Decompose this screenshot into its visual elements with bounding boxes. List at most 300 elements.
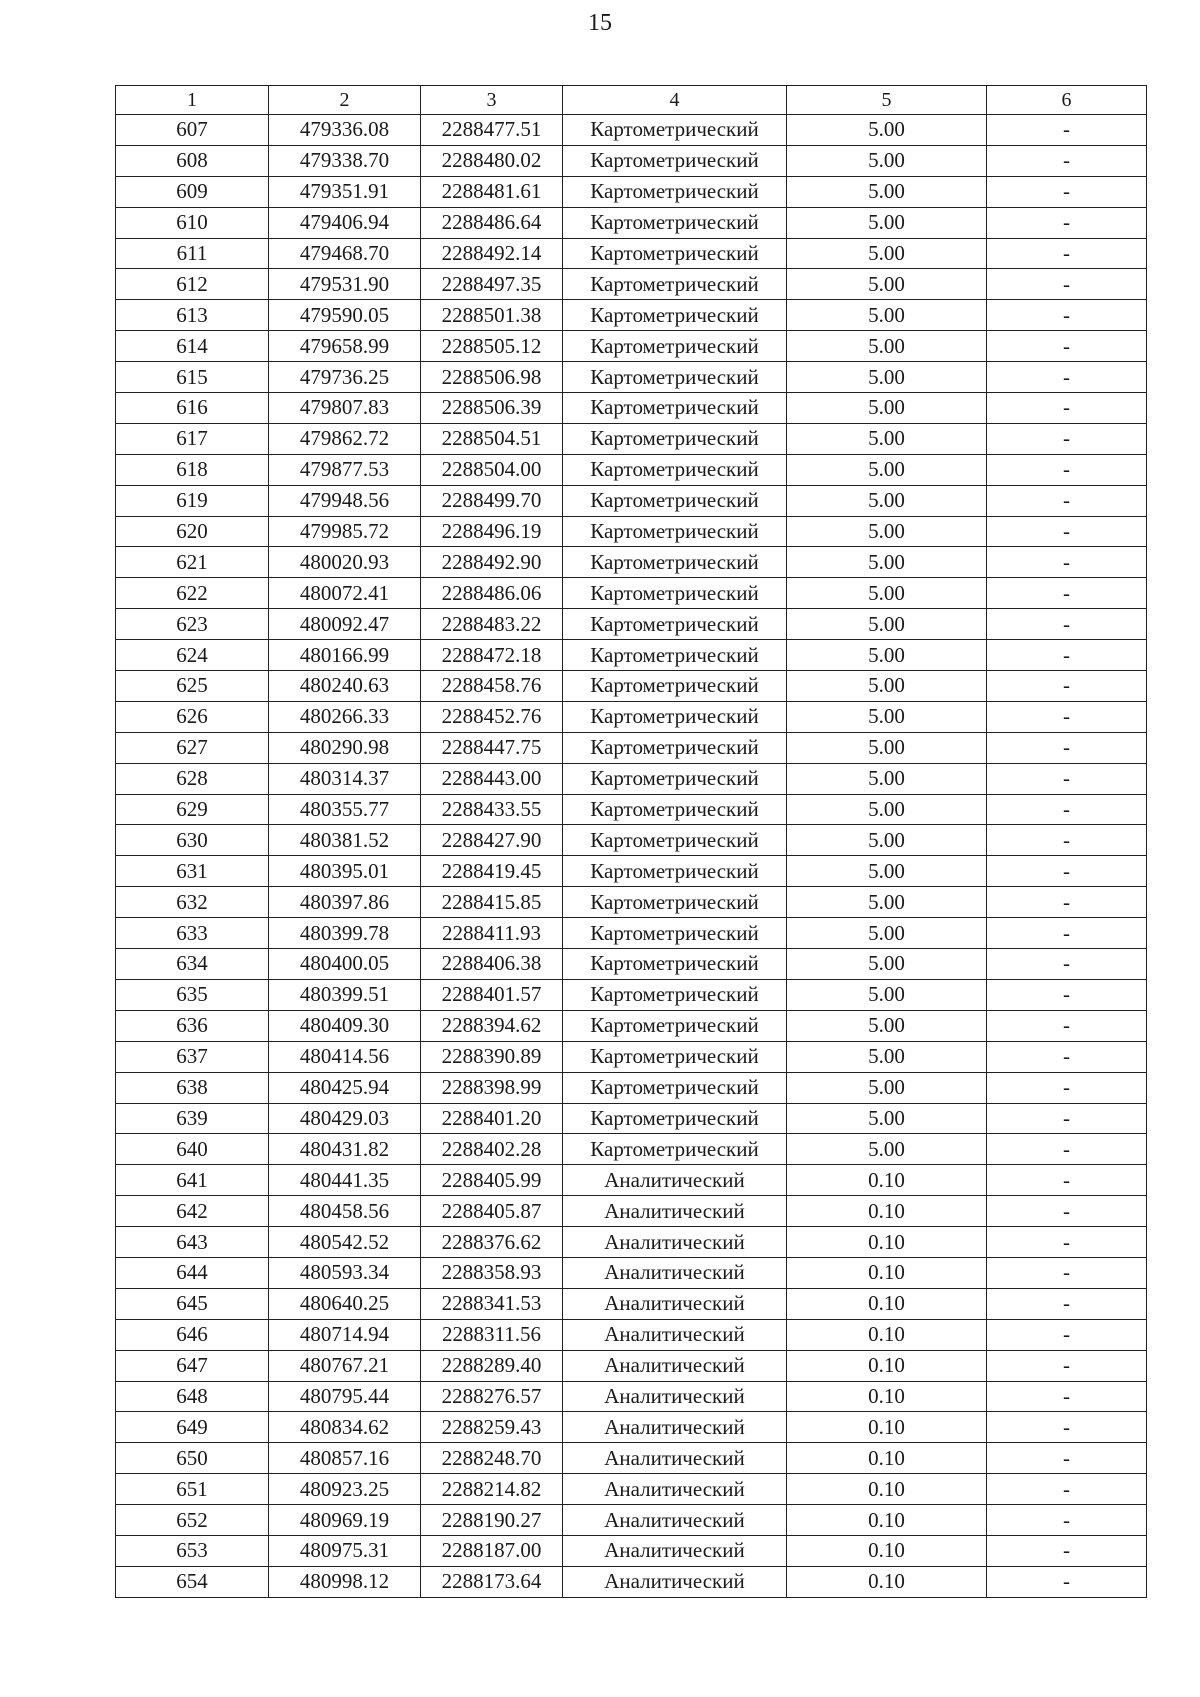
cell-accuracy: 5.00 bbox=[787, 300, 987, 331]
cell-coordinate-y: 2288276.57 bbox=[421, 1381, 563, 1412]
cell-point-number: 645 bbox=[116, 1288, 269, 1319]
cell-method: Картометрический bbox=[563, 887, 787, 918]
cell-accuracy: 5.00 bbox=[787, 485, 987, 516]
cell-coordinate-y: 2288506.98 bbox=[421, 362, 563, 393]
cell-accuracy: 5.00 bbox=[787, 1103, 987, 1134]
cell-point-number: 624 bbox=[116, 640, 269, 671]
cell-method: Картометрический bbox=[563, 238, 787, 269]
cell-point-number: 641 bbox=[116, 1165, 269, 1196]
cell-point-number: 625 bbox=[116, 671, 269, 702]
cell-note: - bbox=[987, 1381, 1147, 1412]
cell-coordinate-y: 2288402.28 bbox=[421, 1134, 563, 1165]
cell-coordinate-x: 479338.70 bbox=[269, 145, 421, 176]
cell-method: Картометрический bbox=[563, 423, 787, 454]
cell-coordinate-x: 480425.94 bbox=[269, 1072, 421, 1103]
cell-method: Картометрический bbox=[563, 516, 787, 547]
cell-coordinate-y: 2288486.64 bbox=[421, 207, 563, 238]
table-row bbox=[116, 825, 1147, 856]
cell-point-number: 644 bbox=[116, 1257, 269, 1288]
cell-note: - bbox=[987, 794, 1147, 825]
cell-method: Картометрический bbox=[563, 794, 787, 825]
cell-coordinate-y: 2288483.22 bbox=[421, 609, 563, 640]
column-header-2: 2 bbox=[269, 86, 421, 115]
cell-point-number: 635 bbox=[116, 979, 269, 1010]
cell-accuracy: 5.00 bbox=[787, 701, 987, 732]
column-header-4: 4 bbox=[563, 86, 787, 115]
cell-note: - bbox=[987, 1165, 1147, 1196]
cell-coordinate-y: 2288477.51 bbox=[421, 115, 563, 146]
cell-point-number: 621 bbox=[116, 547, 269, 578]
cell-method: Аналитический bbox=[563, 1412, 787, 1443]
cell-accuracy: 0.10 bbox=[787, 1165, 987, 1196]
cell-accuracy: 5.00 bbox=[787, 1041, 987, 1072]
cell-coordinate-x: 480542.52 bbox=[269, 1227, 421, 1258]
column-header-5: 5 bbox=[787, 86, 987, 115]
cell-coordinate-x: 480266.33 bbox=[269, 701, 421, 732]
cell-accuracy: 5.00 bbox=[787, 887, 987, 918]
cell-accuracy: 0.10 bbox=[787, 1319, 987, 1350]
cell-accuracy: 5.00 bbox=[787, 547, 987, 578]
table-row bbox=[116, 794, 1147, 825]
cell-point-number: 650 bbox=[116, 1443, 269, 1474]
table-row bbox=[116, 331, 1147, 362]
cell-coordinate-x: 479351.91 bbox=[269, 176, 421, 207]
cell-method: Картометрический bbox=[563, 671, 787, 702]
cell-point-number: 647 bbox=[116, 1350, 269, 1381]
cell-accuracy: 5.00 bbox=[787, 238, 987, 269]
table-row bbox=[116, 300, 1147, 331]
table-row bbox=[116, 1381, 1147, 1412]
cell-method: Картометрический bbox=[563, 918, 787, 949]
cell-coordinate-x: 479406.94 bbox=[269, 207, 421, 238]
cell-coordinate-y: 2288472.18 bbox=[421, 640, 563, 671]
table-row bbox=[116, 207, 1147, 238]
cell-coordinate-y: 2288376.62 bbox=[421, 1227, 563, 1258]
table-row bbox=[116, 485, 1147, 516]
table-row bbox=[116, 1443, 1147, 1474]
table-row bbox=[116, 671, 1147, 702]
cell-coordinate-x: 480166.99 bbox=[269, 640, 421, 671]
cell-note: - bbox=[987, 1566, 1147, 1597]
table-row bbox=[116, 516, 1147, 547]
cell-note: - bbox=[987, 701, 1147, 732]
cell-point-number: 654 bbox=[116, 1566, 269, 1597]
cell-note: - bbox=[987, 609, 1147, 640]
cell-point-number: 652 bbox=[116, 1505, 269, 1536]
table-row bbox=[116, 1535, 1147, 1566]
cell-coordinate-y: 2288501.38 bbox=[421, 300, 563, 331]
table-row bbox=[116, 454, 1147, 485]
cell-coordinate-x: 480397.86 bbox=[269, 887, 421, 918]
cell-coordinate-x: 480400.05 bbox=[269, 949, 421, 980]
cell-point-number: 616 bbox=[116, 393, 269, 424]
table-row bbox=[116, 1103, 1147, 1134]
table-row bbox=[116, 1319, 1147, 1350]
cell-coordinate-x: 479807.83 bbox=[269, 393, 421, 424]
cell-point-number: 637 bbox=[116, 1041, 269, 1072]
cell-method: Аналитический bbox=[563, 1257, 787, 1288]
cell-accuracy: 5.00 bbox=[787, 1134, 987, 1165]
cell-note: - bbox=[987, 671, 1147, 702]
cell-note: - bbox=[987, 1103, 1147, 1134]
column-header-1: 1 bbox=[116, 86, 269, 115]
table-row bbox=[116, 1257, 1147, 1288]
cell-note: - bbox=[987, 393, 1147, 424]
cell-coordinate-y: 2288506.39 bbox=[421, 393, 563, 424]
cell-coordinate-x: 480441.35 bbox=[269, 1165, 421, 1196]
cell-point-number: 634 bbox=[116, 949, 269, 980]
cell-coordinate-x: 480395.01 bbox=[269, 856, 421, 887]
table-row bbox=[116, 547, 1147, 578]
cell-note: - bbox=[987, 331, 1147, 362]
cell-point-number: 619 bbox=[116, 485, 269, 516]
cell-note: - bbox=[987, 423, 1147, 454]
cell-method: Картометрический bbox=[563, 145, 787, 176]
table-row bbox=[116, 640, 1147, 671]
cell-coordinate-x: 480458.56 bbox=[269, 1196, 421, 1227]
cell-coordinate-x: 479948.56 bbox=[269, 485, 421, 516]
cell-note: - bbox=[987, 763, 1147, 794]
table-row bbox=[116, 887, 1147, 918]
cell-note: - bbox=[987, 856, 1147, 887]
cell-coordinate-x: 480072.41 bbox=[269, 578, 421, 609]
cell-coordinate-x: 479862.72 bbox=[269, 423, 421, 454]
cell-coordinate-y: 2288480.02 bbox=[421, 145, 563, 176]
cell-method: Картометрический bbox=[563, 825, 787, 856]
cell-coordinate-x: 480431.82 bbox=[269, 1134, 421, 1165]
cell-method: Аналитический bbox=[563, 1443, 787, 1474]
cell-coordinate-y: 2288497.35 bbox=[421, 269, 563, 300]
cell-coordinate-y: 2288259.43 bbox=[421, 1412, 563, 1443]
cell-point-number: 629 bbox=[116, 794, 269, 825]
cell-note: - bbox=[987, 1227, 1147, 1258]
table-row bbox=[116, 732, 1147, 763]
cell-method: Картометрический bbox=[563, 732, 787, 763]
cell-method: Картометрический bbox=[563, 856, 787, 887]
cell-coordinate-x: 480355.77 bbox=[269, 794, 421, 825]
cell-accuracy: 5.00 bbox=[787, 763, 987, 794]
cell-accuracy: 0.10 bbox=[787, 1535, 987, 1566]
cell-coordinate-y: 2288492.90 bbox=[421, 547, 563, 578]
cell-coordinate-x: 479531.90 bbox=[269, 269, 421, 300]
cell-method: Картометрический bbox=[563, 1072, 787, 1103]
cell-note: - bbox=[987, 1010, 1147, 1041]
cell-note: - bbox=[987, 207, 1147, 238]
cell-coordinate-y: 2288248.70 bbox=[421, 1443, 563, 1474]
cell-accuracy: 0.10 bbox=[787, 1288, 987, 1319]
cell-coordinate-y: 2288289.40 bbox=[421, 1350, 563, 1381]
cell-point-number: 623 bbox=[116, 609, 269, 640]
cell-accuracy: 5.00 bbox=[787, 516, 987, 547]
table-row bbox=[116, 115, 1147, 146]
cell-coordinate-y: 2288401.20 bbox=[421, 1103, 563, 1134]
table-row bbox=[116, 1010, 1147, 1041]
cell-coordinate-x: 480640.25 bbox=[269, 1288, 421, 1319]
cell-coordinate-y: 2288492.14 bbox=[421, 238, 563, 269]
cell-note: - bbox=[987, 362, 1147, 393]
cell-method: Аналитический bbox=[563, 1474, 787, 1505]
table-row bbox=[116, 362, 1147, 393]
cell-accuracy: 5.00 bbox=[787, 918, 987, 949]
cell-point-number: 614 bbox=[116, 331, 269, 362]
cell-method: Картометрический bbox=[563, 701, 787, 732]
column-header-3: 3 bbox=[421, 86, 563, 115]
table-row bbox=[116, 701, 1147, 732]
cell-accuracy: 0.10 bbox=[787, 1227, 987, 1258]
cell-coordinate-x: 479658.99 bbox=[269, 331, 421, 362]
cell-accuracy: 5.00 bbox=[787, 115, 987, 146]
cell-method: Картометрический bbox=[563, 1010, 787, 1041]
cell-note: - bbox=[987, 516, 1147, 547]
table-row bbox=[116, 176, 1147, 207]
cell-note: - bbox=[987, 918, 1147, 949]
cell-point-number: 627 bbox=[116, 732, 269, 763]
cell-method: Аналитический bbox=[563, 1535, 787, 1566]
cell-coordinate-y: 2288447.75 bbox=[421, 732, 563, 763]
cell-point-number: 632 bbox=[116, 887, 269, 918]
cell-coordinate-y: 2288443.00 bbox=[421, 763, 563, 794]
cell-point-number: 607 bbox=[116, 115, 269, 146]
cell-accuracy: 5.00 bbox=[787, 207, 987, 238]
cell-coordinate-x: 479877.53 bbox=[269, 454, 421, 485]
cell-coordinate-y: 2288411.93 bbox=[421, 918, 563, 949]
cell-point-number: 615 bbox=[116, 362, 269, 393]
cell-point-number: 610 bbox=[116, 207, 269, 238]
cell-method: Аналитический bbox=[563, 1505, 787, 1536]
cell-accuracy: 5.00 bbox=[787, 949, 987, 980]
cell-method: Картометрический bbox=[563, 949, 787, 980]
cell-point-number: 639 bbox=[116, 1103, 269, 1134]
cell-accuracy: 0.10 bbox=[787, 1350, 987, 1381]
cell-method: Аналитический bbox=[563, 1566, 787, 1597]
table-row bbox=[116, 1350, 1147, 1381]
cell-coordinate-x: 479336.08 bbox=[269, 115, 421, 146]
table-row bbox=[116, 856, 1147, 887]
cell-accuracy: 5.00 bbox=[787, 454, 987, 485]
cell-point-number: 643 bbox=[116, 1227, 269, 1258]
cell-point-number: 649 bbox=[116, 1412, 269, 1443]
cell-point-number: 636 bbox=[116, 1010, 269, 1041]
cell-method: Картометрический bbox=[563, 362, 787, 393]
cell-note: - bbox=[987, 1288, 1147, 1319]
cell-method: Картометрический bbox=[563, 331, 787, 362]
cell-accuracy: 0.10 bbox=[787, 1443, 987, 1474]
cell-coordinate-x: 480020.93 bbox=[269, 547, 421, 578]
cell-method: Картометрический bbox=[563, 640, 787, 671]
cell-accuracy: 0.10 bbox=[787, 1257, 987, 1288]
cell-coordinate-y: 2288401.57 bbox=[421, 979, 563, 1010]
cell-accuracy: 0.10 bbox=[787, 1474, 987, 1505]
cell-coordinate-x: 479736.25 bbox=[269, 362, 421, 393]
cell-coordinate-y: 2288458.76 bbox=[421, 671, 563, 702]
table-row bbox=[116, 1288, 1147, 1319]
cell-method: Картометрический bbox=[563, 454, 787, 485]
cell-point-number: 622 bbox=[116, 578, 269, 609]
cell-coordinate-x: 480969.19 bbox=[269, 1505, 421, 1536]
cell-coordinate-y: 2288504.00 bbox=[421, 454, 563, 485]
cell-method: Картометрический bbox=[563, 979, 787, 1010]
cell-note: - bbox=[987, 547, 1147, 578]
table-row bbox=[116, 1566, 1147, 1597]
cell-note: - bbox=[987, 1474, 1147, 1505]
cell-point-number: 648 bbox=[116, 1381, 269, 1412]
table-row bbox=[116, 145, 1147, 176]
cell-coordinate-y: 2288505.12 bbox=[421, 331, 563, 362]
cell-point-number: 651 bbox=[116, 1474, 269, 1505]
cell-coordinate-y: 2288496.19 bbox=[421, 516, 563, 547]
coordinates-table bbox=[115, 85, 1147, 1598]
table-row bbox=[116, 1041, 1147, 1072]
header-row bbox=[116, 86, 1147, 115]
cell-method: Картометрический bbox=[563, 1134, 787, 1165]
cell-point-number: 653 bbox=[116, 1535, 269, 1566]
cell-note: - bbox=[987, 176, 1147, 207]
cell-note: - bbox=[987, 145, 1147, 176]
table-row bbox=[116, 1474, 1147, 1505]
cell-coordinate-x: 480795.44 bbox=[269, 1381, 421, 1412]
cell-accuracy: 5.00 bbox=[787, 578, 987, 609]
cell-method: Картометрический bbox=[563, 393, 787, 424]
cell-note: - bbox=[987, 1134, 1147, 1165]
cell-coordinate-y: 2288358.93 bbox=[421, 1257, 563, 1288]
cell-method: Картометрический bbox=[563, 115, 787, 146]
cell-method: Картометрический bbox=[563, 609, 787, 640]
table-row bbox=[116, 1412, 1147, 1443]
cell-method: Картометрический bbox=[563, 300, 787, 331]
page-number: 15 bbox=[588, 10, 612, 36]
table-row bbox=[116, 393, 1147, 424]
cell-note: - bbox=[987, 238, 1147, 269]
cell-coordinate-x: 480923.25 bbox=[269, 1474, 421, 1505]
cell-accuracy: 5.00 bbox=[787, 825, 987, 856]
cell-point-number: 608 bbox=[116, 145, 269, 176]
cell-coordinate-x: 479985.72 bbox=[269, 516, 421, 547]
cell-point-number: 609 bbox=[116, 176, 269, 207]
cell-method: Аналитический bbox=[563, 1288, 787, 1319]
table-row bbox=[116, 1134, 1147, 1165]
cell-note: - bbox=[987, 454, 1147, 485]
cell-coordinate-y: 2288398.99 bbox=[421, 1072, 563, 1103]
cell-method: Картометрический bbox=[563, 269, 787, 300]
cell-note: - bbox=[987, 269, 1147, 300]
cell-accuracy: 0.10 bbox=[787, 1412, 987, 1443]
cell-accuracy: 5.00 bbox=[787, 176, 987, 207]
cell-coordinate-x: 480314.37 bbox=[269, 763, 421, 794]
cell-note: - bbox=[987, 300, 1147, 331]
cell-coordinate-x: 480998.12 bbox=[269, 1566, 421, 1597]
cell-point-number: 618 bbox=[116, 454, 269, 485]
cell-point-number: 646 bbox=[116, 1319, 269, 1350]
cell-method: Аналитический bbox=[563, 1196, 787, 1227]
cell-point-number: 631 bbox=[116, 856, 269, 887]
cell-accuracy: 5.00 bbox=[787, 145, 987, 176]
cell-note: - bbox=[987, 887, 1147, 918]
cell-accuracy: 5.00 bbox=[787, 269, 987, 300]
cell-accuracy: 5.00 bbox=[787, 1010, 987, 1041]
table-row bbox=[116, 979, 1147, 1010]
cell-note: - bbox=[987, 825, 1147, 856]
cell-coordinate-x: 480834.62 bbox=[269, 1412, 421, 1443]
cell-coordinate-y: 2288214.82 bbox=[421, 1474, 563, 1505]
cell-note: - bbox=[987, 1505, 1147, 1536]
cell-coordinate-x: 480429.03 bbox=[269, 1103, 421, 1134]
cell-point-number: 630 bbox=[116, 825, 269, 856]
column-header-6: 6 bbox=[987, 86, 1147, 115]
cell-coordinate-x: 480767.21 bbox=[269, 1350, 421, 1381]
cell-method: Аналитический bbox=[563, 1165, 787, 1196]
table-header bbox=[116, 86, 1147, 115]
cell-coordinate-x: 480409.30 bbox=[269, 1010, 421, 1041]
cell-coordinate-x: 480975.31 bbox=[269, 1535, 421, 1566]
cell-coordinate-x: 480381.52 bbox=[269, 825, 421, 856]
cell-accuracy: 0.10 bbox=[787, 1196, 987, 1227]
cell-coordinate-y: 2288311.56 bbox=[421, 1319, 563, 1350]
cell-note: - bbox=[987, 1319, 1147, 1350]
cell-coordinate-y: 2288406.38 bbox=[421, 949, 563, 980]
cell-note: - bbox=[987, 1412, 1147, 1443]
cell-accuracy: 5.00 bbox=[787, 331, 987, 362]
cell-note: - bbox=[987, 732, 1147, 763]
table-row bbox=[116, 1196, 1147, 1227]
cell-method: Картометрический bbox=[563, 1103, 787, 1134]
cell-coordinate-x: 480857.16 bbox=[269, 1443, 421, 1474]
cell-method: Картометрический bbox=[563, 1041, 787, 1072]
cell-accuracy: 5.00 bbox=[787, 1072, 987, 1103]
cell-coordinate-y: 2288405.99 bbox=[421, 1165, 563, 1196]
cell-method: Аналитический bbox=[563, 1381, 787, 1412]
cell-accuracy: 5.00 bbox=[787, 393, 987, 424]
cell-note: - bbox=[987, 640, 1147, 671]
cell-coordinate-y: 2288499.70 bbox=[421, 485, 563, 516]
cell-coordinate-y: 2288390.89 bbox=[421, 1041, 563, 1072]
cell-point-number: 620 bbox=[116, 516, 269, 547]
cell-accuracy: 5.00 bbox=[787, 362, 987, 393]
cell-coordinate-x: 480092.47 bbox=[269, 609, 421, 640]
cell-point-number: 642 bbox=[116, 1196, 269, 1227]
cell-note: - bbox=[987, 1041, 1147, 1072]
table-row bbox=[116, 1072, 1147, 1103]
cell-point-number: 617 bbox=[116, 423, 269, 454]
cell-coordinate-y: 2288504.51 bbox=[421, 423, 563, 454]
cell-coordinate-y: 2288481.61 bbox=[421, 176, 563, 207]
cell-point-number: 613 bbox=[116, 300, 269, 331]
cell-note: - bbox=[987, 1072, 1147, 1103]
cell-note: - bbox=[987, 979, 1147, 1010]
table-row bbox=[116, 918, 1147, 949]
cell-point-number: 638 bbox=[116, 1072, 269, 1103]
cell-coordinate-y: 2288433.55 bbox=[421, 794, 563, 825]
cell-coordinate-y: 2288419.45 bbox=[421, 856, 563, 887]
table-row bbox=[116, 1165, 1147, 1196]
table-row bbox=[116, 763, 1147, 794]
cell-method: Картометрический bbox=[563, 547, 787, 578]
cell-coordinate-y: 2288173.64 bbox=[421, 1566, 563, 1597]
cell-coordinate-y: 2288190.27 bbox=[421, 1505, 563, 1536]
table-row bbox=[116, 1505, 1147, 1536]
cell-coordinate-x: 480399.51 bbox=[269, 979, 421, 1010]
cell-method: Картометрический bbox=[563, 763, 787, 794]
cell-accuracy: 5.00 bbox=[787, 423, 987, 454]
cell-point-number: 612 bbox=[116, 269, 269, 300]
cell-coordinate-x: 480414.56 bbox=[269, 1041, 421, 1072]
cell-method: Картометрический bbox=[563, 207, 787, 238]
cell-method: Аналитический bbox=[563, 1350, 787, 1381]
cell-accuracy: 5.00 bbox=[787, 640, 987, 671]
cell-accuracy: 5.00 bbox=[787, 856, 987, 887]
table-row bbox=[116, 269, 1147, 300]
cell-coordinate-y: 2288452.76 bbox=[421, 701, 563, 732]
cell-method: Картометрический bbox=[563, 485, 787, 516]
